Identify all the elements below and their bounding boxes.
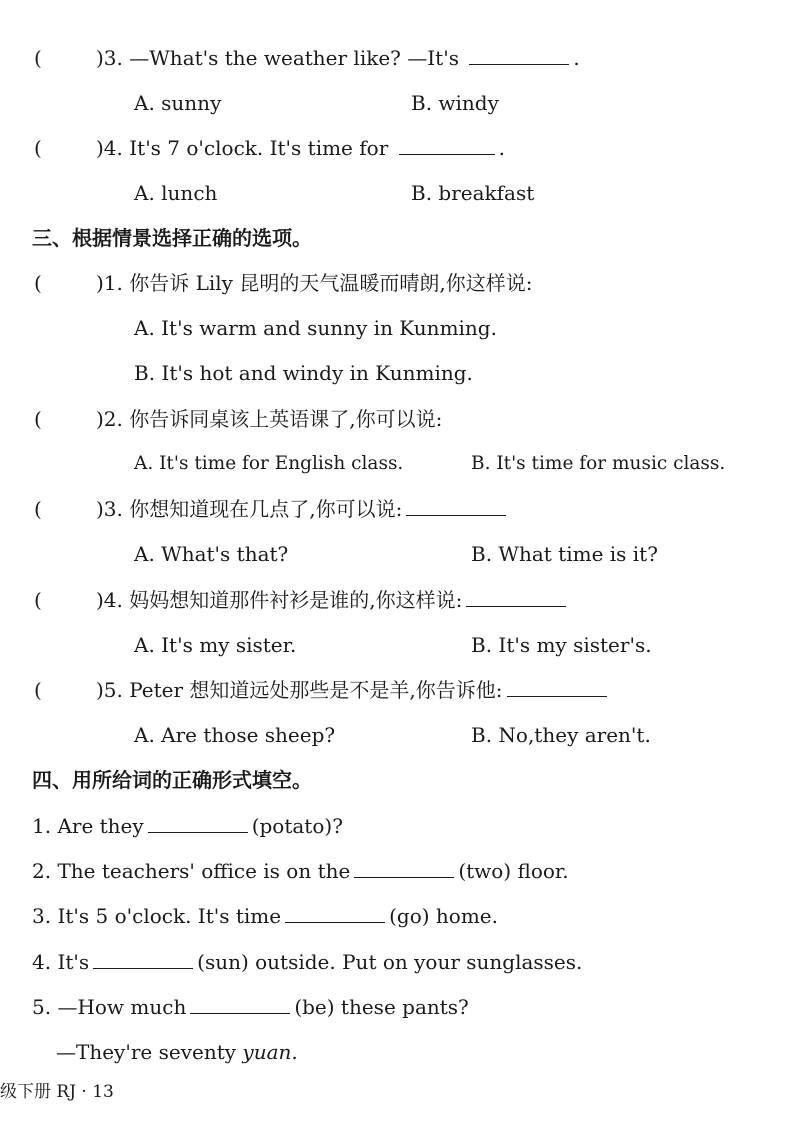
fill-item xyxy=(32,858,569,884)
option-b[interactable]: B. breakfast xyxy=(411,181,535,205)
answer-paren[interactable]: ( xyxy=(34,588,42,612)
fill-item xyxy=(32,813,343,839)
question-number: )3. xyxy=(96,497,123,521)
answer-blank[interactable] xyxy=(93,950,193,969)
answer-blank[interactable] xyxy=(507,678,607,697)
fill-item-pre: 3. It's 5 o'clock. It's time xyxy=(32,904,282,928)
option-a[interactable]: A. sunny xyxy=(134,91,222,115)
fill-item xyxy=(32,994,469,1020)
question-number: )2. xyxy=(96,407,123,431)
answer-blank[interactable] xyxy=(190,995,290,1014)
fill-item xyxy=(32,903,498,929)
fill-item-post: (potato)? xyxy=(251,814,343,838)
option-b[interactable]: B. What time is it? xyxy=(471,542,658,566)
answer-blank[interactable] xyxy=(469,46,569,65)
answer-paren[interactable]: ( xyxy=(34,271,42,295)
question-text: —What's the weather like? —It's xyxy=(129,46,459,70)
answer-paren[interactable]: ( xyxy=(34,407,42,431)
question-text: 你告诉同桌该上英语课了,你可以说: xyxy=(129,407,443,431)
question-number: )4. xyxy=(96,588,123,612)
question-end: . xyxy=(573,46,580,70)
option-b[interactable]: B. It's time for music class. xyxy=(471,453,726,474)
fill-item-post: (two) floor. xyxy=(458,859,569,883)
question-number: )5. xyxy=(96,678,123,702)
question-text: 你告诉 Lily 昆明的天气温暖而晴朗,你这样说: xyxy=(129,271,533,295)
fill-item-pre: 2. The teachers' office is on the xyxy=(32,859,351,883)
question-text: 你想知道现在几点了,你可以说: xyxy=(129,497,403,521)
question-line xyxy=(96,406,442,432)
fill-item-pre: 4. It's xyxy=(32,950,90,974)
option-b[interactable]: B. It's my sister's. xyxy=(471,633,652,657)
fill-item-post: (sun) outside. Put on your sunglasses. xyxy=(197,950,583,974)
question-number: )4. xyxy=(96,136,123,160)
fill-item-post: (be) these pants? xyxy=(294,995,469,1019)
question-line xyxy=(96,496,510,522)
answer-blank[interactable] xyxy=(466,588,566,607)
question-text: Peter 想知道远处那些是不是羊,你告诉他: xyxy=(129,678,503,702)
option-b[interactable]: B. No,they aren't. xyxy=(471,723,651,747)
answer-line-end: . xyxy=(291,1040,298,1064)
answer-paren[interactable]: ( xyxy=(34,46,42,70)
option-a[interactable]: A. It's warm and sunny in Kunming. xyxy=(134,316,497,340)
answer-blank[interactable] xyxy=(406,497,506,516)
fill-item-pre: 1. Are they xyxy=(32,814,144,838)
answer-line xyxy=(56,1039,298,1065)
answer-line-italic: yuan xyxy=(242,1040,292,1064)
option-a[interactable]: A. It's time for English class. xyxy=(134,453,404,474)
answer-paren[interactable]: ( xyxy=(34,497,42,521)
section-title: 三、根据情景选择正确的选项。 xyxy=(32,226,312,250)
section-title: 四、用所给词的正确形式填空。 xyxy=(32,768,312,792)
answer-paren[interactable]: ( xyxy=(34,136,42,160)
question-line xyxy=(96,135,505,161)
option-b[interactable]: B. It's hot and windy in Kunming. xyxy=(134,361,473,385)
fill-item-post: (go) home. xyxy=(389,904,498,928)
question-line xyxy=(96,677,611,703)
answer-blank[interactable] xyxy=(399,136,495,155)
answer-line-pre: —They're seventy xyxy=(56,1040,237,1064)
answer-blank[interactable] xyxy=(148,814,248,833)
answer-paren[interactable]: ( xyxy=(34,678,42,702)
answer-blank[interactable] xyxy=(285,904,385,923)
option-b[interactable]: B. windy xyxy=(411,91,499,115)
question-line xyxy=(96,45,580,71)
question-number: )3. xyxy=(96,46,123,70)
question-line xyxy=(96,270,532,296)
question-text: It's 7 o'clock. It's time for xyxy=(129,136,389,160)
question-line xyxy=(96,587,570,613)
option-a[interactable]: A. It's my sister. xyxy=(134,633,297,657)
fill-item xyxy=(32,949,582,975)
option-a[interactable]: A. Are those sheep? xyxy=(134,723,336,747)
page-footer: 级下册 RJ · 13 xyxy=(0,1082,114,1102)
question-number: )1. xyxy=(96,271,123,295)
option-a[interactable]: A. lunch xyxy=(134,181,218,205)
question-text: 妈妈想知道那件衬衫是谁的,你这样说: xyxy=(129,588,463,612)
answer-blank[interactable] xyxy=(354,859,454,878)
option-a[interactable]: A. What's that? xyxy=(134,542,289,566)
question-end: . xyxy=(498,136,505,160)
fill-item-pre: 5. —How much xyxy=(32,995,187,1019)
